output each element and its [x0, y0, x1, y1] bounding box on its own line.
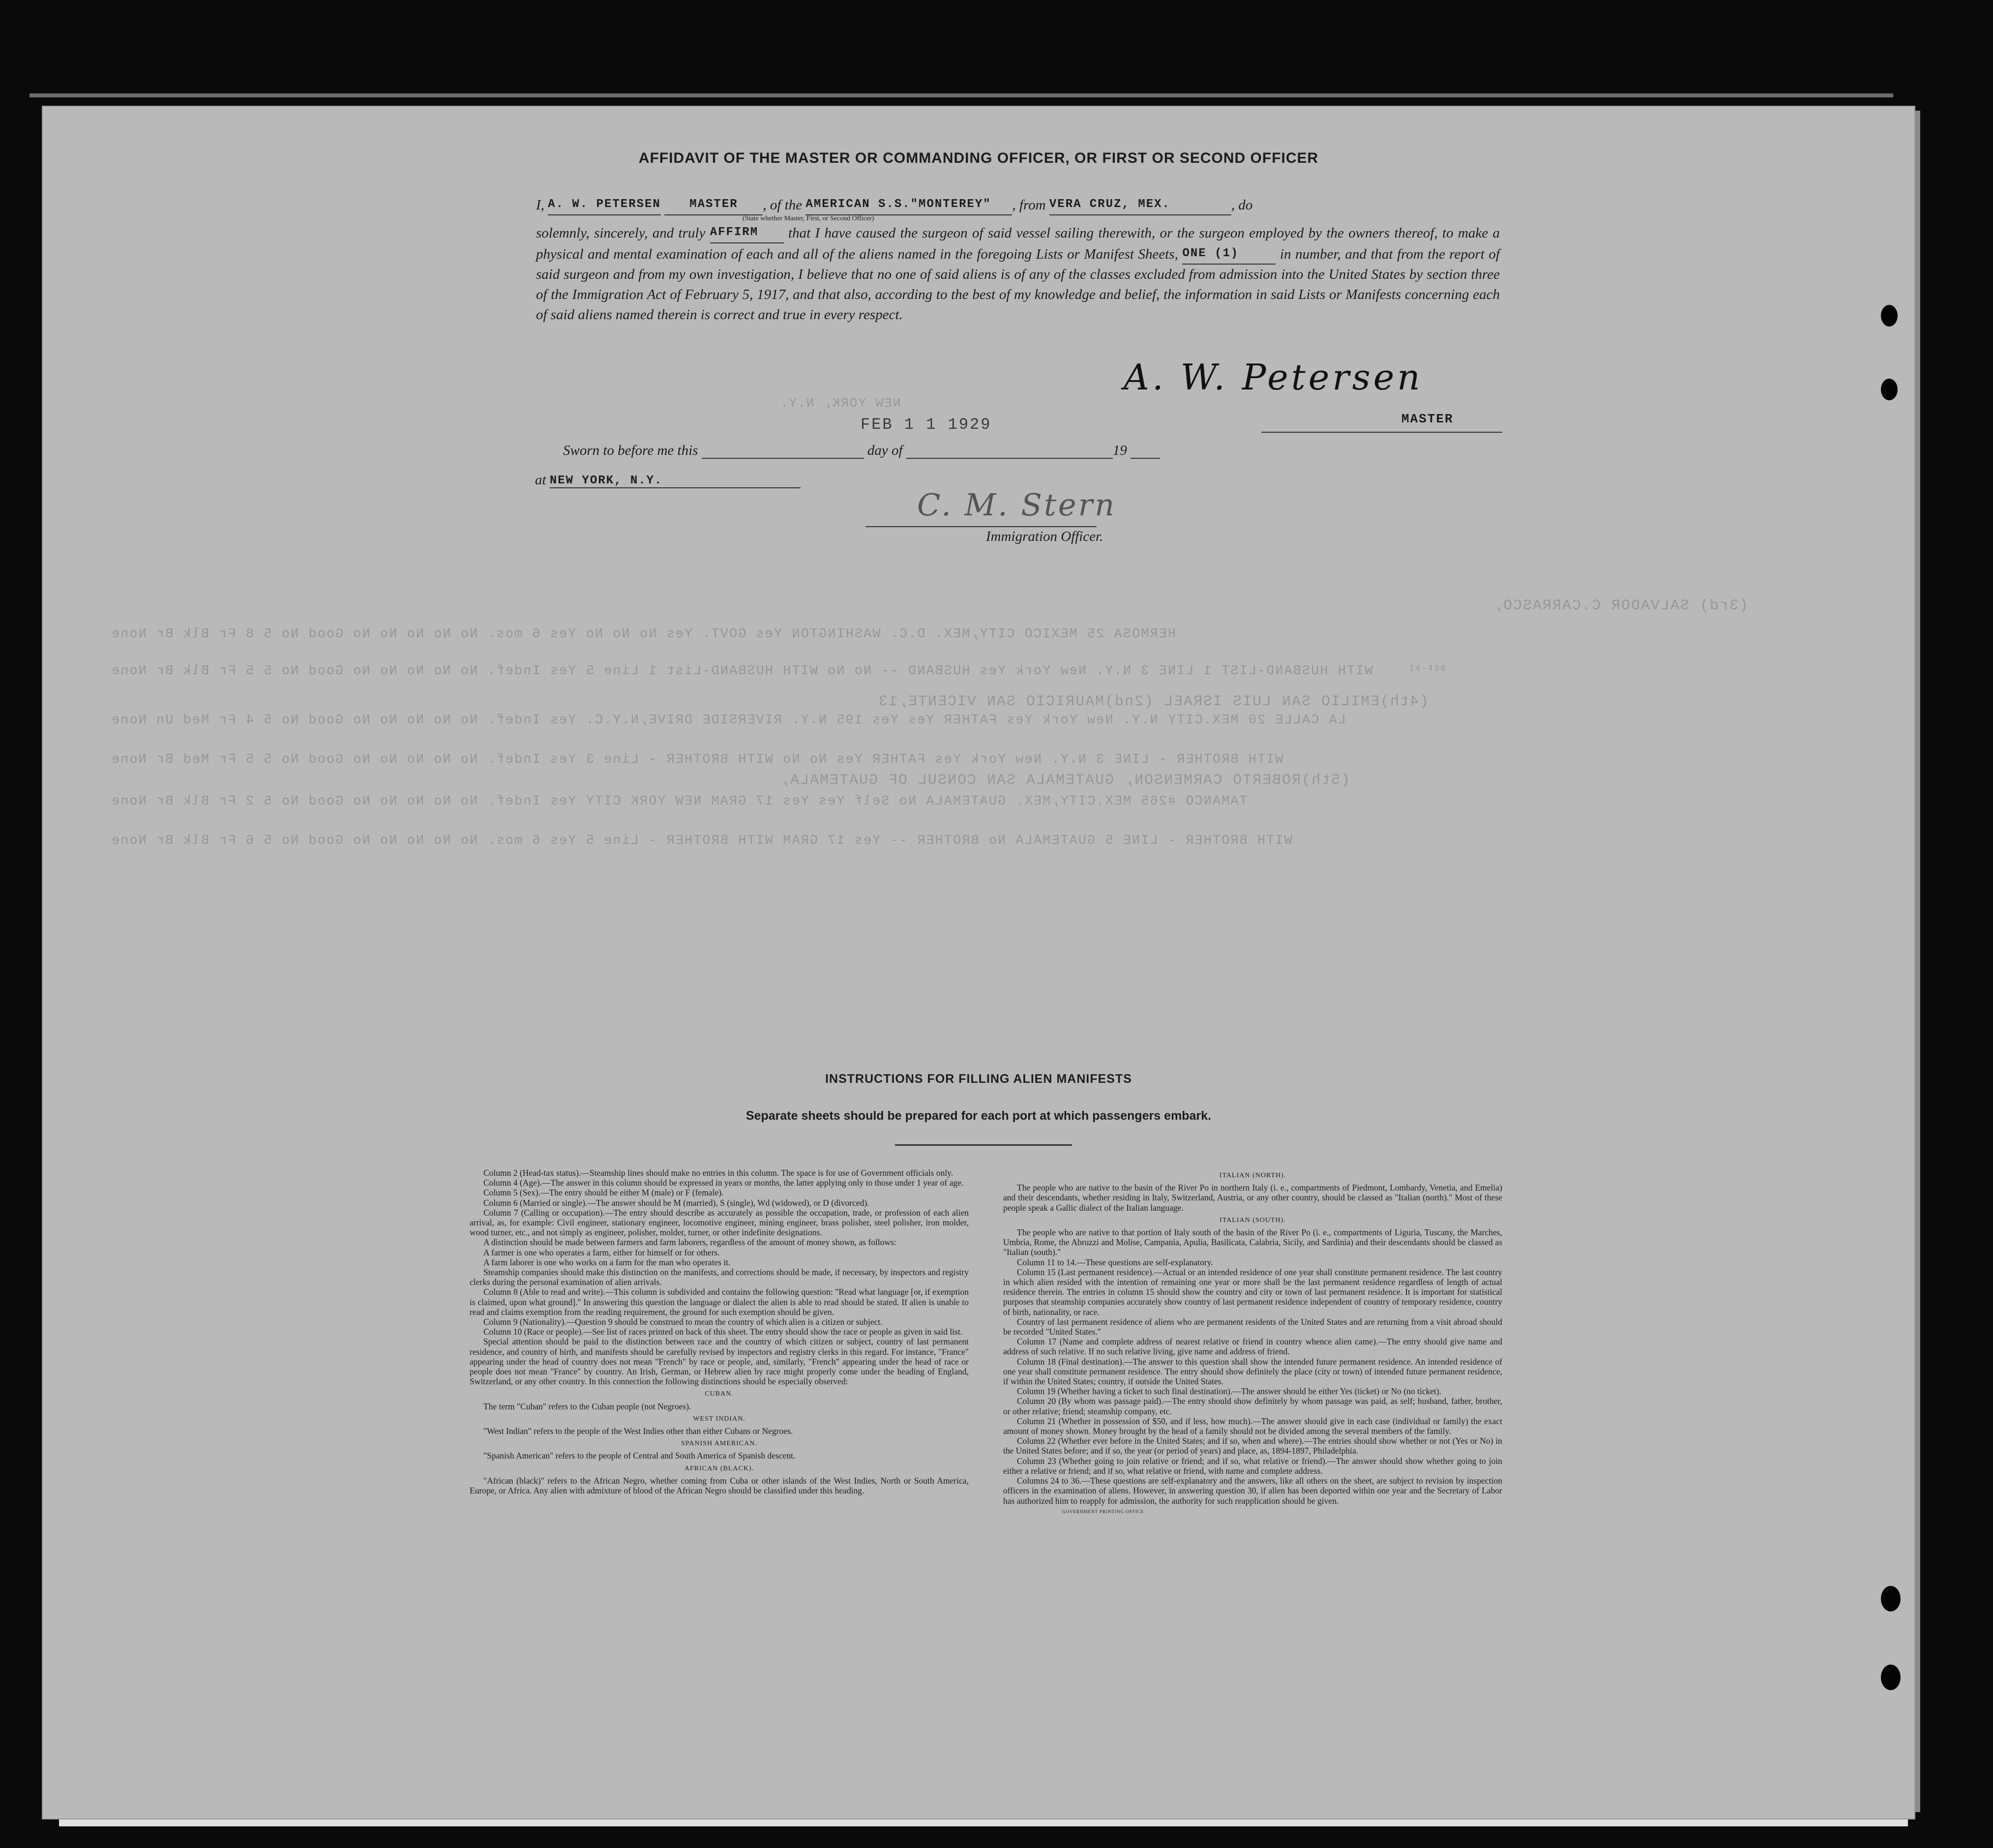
instruction-item: Column 23 (Whether going to join relative or friend; and if so, what relative or friend).—The answer should show whether going to join either a relative or friend; and if so, what relative or friend, with name and complete address. [1003, 1456, 1502, 1476]
instruction-item: Column 11 to 14.—These questions are self-explanatory. [1017, 1257, 1213, 1267]
master-signature: A. W. Petersen [1124, 357, 1423, 398]
at-line [535, 472, 801, 488]
heading-spanish-american: SPANISH AMERICAN. [681, 1440, 757, 1448]
instruction-item: Column 18 (Final destination).—The answer to this question shall show the intended future permanent residence. An intended residence of one year shall constitute permanent residence. The entry should show definitely the place (city or town) of intended future permanent residence, if within the United States; country, if outside the United States. [1003, 1356, 1502, 1387]
instruction-item: Column 10 (Race or people).—See list of races printed on back of this sheet. The entry should show the race or people as given in said list. [483, 1327, 963, 1337]
definition-cuban: The term "Cuban" refers to the Cuban people (not Negroes). [483, 1401, 691, 1411]
punch-hole [1881, 1665, 1901, 1690]
instructions-left-column [470, 1168, 969, 1495]
heading-african: AFRICAN (BLACK). [684, 1464, 754, 1472]
instruction-item: Column 2 (Head-tax status).—Steamship lines should make no entries in this column. The space is for use of Government officials only. [483, 1168, 953, 1178]
instruction-item: Column 21 (Whether in possession of $50, and if less, how much).—The answer should give in each case (individual or family) the exact amount of money shown. Money brought by the head of a family should not be divided among the several members of the family. [1003, 1416, 1502, 1436]
text-i: I, [536, 197, 544, 213]
definition-west-indian: "West Indian" refers to the people of the West Indies other than either Cubans or Negroes. [483, 1426, 793, 1436]
officer-line [865, 526, 1097, 527]
rank-caption: (State whether Master, First, or Second Officer) [743, 215, 874, 222]
punch-hole [1881, 305, 1898, 327]
instruction-item: Column 7 (Calling or occupation).—The entry should describe as accurately as possible the occupation, trade, or profession of each alien arrival, as, for example: Civil engineer, stationary engineer, locomotive engineer, mining engineer, brass polisher, steel polisher, iron molder, wood turner, etc., and not simply as engineer, polisher, molder, turner, or other indefinite designations. [470, 1207, 969, 1238]
at-text: at [535, 472, 546, 488]
master-rank: MASTER [664, 194, 763, 215]
instruction-item: Column 4 (Age).—The answer in this column should be expressed in years or months, the latter applying only to those under 1 year of age. [483, 1178, 964, 1188]
punch-hole [1881, 379, 1898, 400]
paper-edge-top [30, 93, 1893, 97]
instruction-item: Column 20 (By whom was passage paid).—The entry should show definitely by whom passage was paid, as self; husband, father, brother, or other relative; friend; steamship company, etc. [1003, 1396, 1502, 1416]
ghost-line: (3rd) SALVADOR C.CARRASCO, [1492, 597, 1749, 614]
heading-west-indian: WEST INDIAN. [693, 1415, 745, 1423]
text-body-1: that I have caused the surgeon of said vessel sailing therewith, or the surgeon employed by the owners thereof, to make a physical and mental examination of each and all of the aliens named in the foregoing Lists or Manifest Sheets, [536, 225, 1500, 262]
master-name: A. W. PETERSEN [548, 194, 661, 215]
officer-label: Immigration Officer. [986, 529, 1103, 544]
ghost-line: WITH BROTHER - LINE 3 N.Y. New York Yes FATHER Yes No No WITH BROTHER - Line 3 Yes Indef. No No No No No Good No 5 5 Fr Med Br None [111, 752, 1283, 767]
instructions-subtitle: Separate sheets should be prepared for each port at which passengers embark. [745, 1109, 1212, 1123]
sworn-text: Sworn to before me this [563, 443, 698, 458]
officer-signature: C. M. Stern [917, 487, 1117, 523]
sworn-place: NEW YORK, N.Y. [550, 474, 801, 488]
ghost-line: WITH HUSBAND-LIST 1 LINE 3 N.Y. New York Yes HUSBAND -- No No WITH HUSBAND-List 1 Line 5 Yes Indef. No No No No No Good No 5 5 Fr Blk Br None [111, 664, 1373, 679]
definition-italian-north: The people who are native to the basin of the River Po in northern Italy (i. e., compartments of Piedmont, Lombardy, Venetia, and Emelia) and their descendants, whether residing in Italy, Switzerland, Austria, or any other country, should be classed as "Italian (north)." Most of these people speak a Gallic dialect of the Italian language. [1003, 1183, 1502, 1213]
instruction-item: Special attention should be paid to the distinction between race and the country of which citizen or subject, country of last permanent residence, and country of birth, and manifests should be carefully revised by inspectors and registry clerks in this regard. For instance, "France" appearing under the head of country does not mean "French" by race or people, and, similarly, "French" appearing under the head of race or people does not mean "France" by country. An Irish, German, or Hebrew alien by race might properly come under the heading of England, Switzerland, or any other country. In this connection the following distinctions should be especially observed: [470, 1337, 969, 1387]
instruction-item: Columns 24 to 36.—These questions are self-explanatory and the answers, like all others on the sheet, are subject to revision by inspection officers in the examination of aliens. However, in answering question 30, if alien has been deported within one year and the Secretary of Labor has authorized him to reapply for admission, the authority for such reapplication should be given. [1003, 1476, 1502, 1506]
signature-line [1261, 432, 1502, 433]
ghost-line: LA CALLE 20 MEX.CITY N.Y. New York Yes FATHER Yes Yes 195 N.Y. RIVERSIDE DRIVE,N.Y.C. Yes Indef. No No No No No Good No 5 4 Fr Med Un None [111, 713, 1346, 728]
paper-edge-right [1915, 111, 1920, 1812]
vessel-name: AMERICAN S.S."MONTEREY" [805, 194, 1012, 215]
instruction-item: Steamship companies should make this distinction on the manifests, and corrections should be made, if necessary, by inspectors and registry clerks during the personal examination of alien arrivals. [470, 1267, 969, 1287]
text-of-the: , of the [763, 197, 803, 213]
instruction-item: A distinction should be made between farmers and farm laborers, regardless of the amount of money shown, as follows: [483, 1237, 896, 1248]
affidavit-paragraph [536, 222, 1500, 325]
text-from: , from [1012, 197, 1046, 213]
ghost-number: 14-430 [1409, 664, 1447, 674]
affirm-word: AFFIRM [710, 222, 784, 243]
heading-cuban: CUBAN. [705, 1390, 734, 1398]
day-of-text: day of [867, 443, 903, 458]
instruction-item: Country of last permanent residence of aliens who are permanent residents of the United States and are returning from a visit abroad should be recorded "United States." [1003, 1316, 1502, 1337]
sworn-line [563, 443, 1160, 459]
instructions-right-column [1003, 1168, 1502, 1519]
sworn-month-blank [906, 458, 1113, 459]
instruction-item: Column 17 (Name and complete address of nearest relative or friend in country whence alien came).—The entry should give name and address of such relative. If no such relative living, give name and address of friend. [1003, 1337, 1502, 1357]
text-solemnly: solemnly, sincerely, and truly [536, 225, 706, 241]
printer-mark: GOVERNMENT PRINTING OFFICE [1062, 1509, 1144, 1514]
instruction-item: Column 22 (Whether ever before in the United States; and if so, when and where).—The entries should show whether or not (Yes or No) in the United States before; and if so, the year (or period of years) and place, as, 1894-1897, Philadelphia. [1003, 1436, 1502, 1456]
punch-hole [1881, 1586, 1901, 1611]
instruction-item: Column 5 (Sex).—The entry should be either M (male) or F (female). [483, 1188, 724, 1198]
instructions-rule [895, 1144, 1072, 1146]
instruction-item: Column 19 (Whether having a ticket to such final destination).—The answer should be either Yes (ticket) or No (no ticket). [1017, 1386, 1442, 1397]
definition-african: "African (black)" refers to the African Negro, whether coming from Cuba or other islands of the West Indies, North or South America, Europe, or Africa. Any alien with admixture of blood of the African Negro should be classified under this heading. [470, 1475, 969, 1496]
text-body-2: in number, and that from the report of said surgeon and from my own investigation, I believe that no one of said aliens is of any of the classes excluded from admission into the United States by section three of the Immigration Act of February 5, 1917, and that also, according to the best of my knowledge and belief, the information in said Lists or Manifests concerning each of said aliens named therein is correct and true in every respect. [536, 246, 1500, 323]
instruction-item: Column 6 (Married or single).—The answer should be M (married), S (single), Wd (widowed), or D (divorced). [483, 1197, 869, 1208]
sworn-day-blank [702, 458, 864, 459]
instruction-item: Column 15 (Last permanent residence).—Actual or an intended residence of one year shall constitute permanent residence. The last country in which alien resided with the intention of remaining one year or more shall be the last permanent residence regardless of length of actual residence therein. The entries in column 15 should show the country and city or town of last permanent residence. It is important for statistical purposes that steamship companies accurately show country of last permanent residence independent of country of temporary residence, country of birth, nationality, or race. [1003, 1267, 1502, 1317]
affidavit-title: AFFIDAVIT OF THE MASTER OR COMMANDING OFFICER, OR FIRST OR SECOND OFFICER [638, 150, 1319, 166]
signature-title: MASTER [1401, 412, 1454, 426]
text-do: , do [1231, 197, 1253, 213]
sheet-count: ONE (1) [1182, 243, 1276, 265]
affidavit-line-1 [536, 194, 1500, 215]
departure-port: VERA CRUZ, MEX. [1049, 194, 1231, 215]
ghost-line: (4th)EMILIO SAN LUIS ISRAEL (2nd)MAURICIO SAN VICENTE,13 [878, 693, 1429, 710]
instructions-title: INSTRUCTIONS FOR FILLING ALIEN MANIFESTS [825, 1072, 1132, 1086]
sworn-year-blank [1130, 458, 1160, 459]
year-prefix: 19 [1112, 443, 1127, 458]
instruction-item: A farmer is one who operates a farm, either for himself or for others. [483, 1247, 720, 1257]
ghost-line: (5th)ROBERTO CARMENSON, GUATEMALA SAN CONSUL OF GUATEMALA, [779, 772, 1350, 789]
ghost-line: TAMANCO #265 MEX.CITY,MEX. GUATEMALA No Self Yes Yes 17 GRAM NEW YORK CITY Yes Indef. No No No No No Good No 5 2 Fr Blk Br None [111, 794, 1248, 809]
ghost-line: HERMOSA 25 MEXICO CITY,MEX. D.C. WASHINGTON Yes GOVT. Yes No No No Yes 6 mos. No No No No No Good No 5 8 Fr Blk Br None [111, 627, 1176, 642]
definition-italian-south: The people who are native to that portion of Italy south of the basin of the River Po (i. e., compartments of Liguria, Tuscany, the Marches, Umbria, Rome, the Abruzzi and Molise, Campania, Apulia, Basilicata, Calabria, Sicily, and Sardinia) and their descendants should be classed as "Italian (south)." [1003, 1227, 1502, 1257]
manifest-sheet [42, 106, 1915, 1819]
ghost-line: WITH BROTHER - LINE 5 GUATEMALA No BROTHER -- Yes 17 GRAM WITH BROTHER - Line 5 Yes 6 mos. No No No No No Good No 5 6 Fr Blk Br None [111, 834, 1292, 848]
ghost-header: NEW YORK, N.Y. [779, 396, 901, 411]
instruction-item: Column 8 (Able to read and write).—This column is subdivided and contains the following question: "Read what language [or, if exemption is claimed, upon what ground]." In answering this question the language or dialect the alien is able to read should be stated. If alien is unable to read and claims exemption from the reading requirement, the ground for such exemption should be given. [470, 1287, 969, 1317]
heading-italian-north: ITALIAN (NORTH). [1219, 1172, 1286, 1179]
paper-edge-bottom [59, 1819, 1908, 1826]
date-stamp: FEB 1 1 1929 [861, 416, 992, 434]
definition-spanish-american: "Spanish American" refers to the people of Central and South America of Spanish descent. [483, 1451, 796, 1461]
heading-italian-south: ITALIAN (SOUTH). [1220, 1216, 1286, 1224]
instruction-item: A farm laborer is one who works on a farm for the man who operates it. [483, 1257, 731, 1267]
instruction-item: Column 9 (Nationality).—Question 9 should be construed to mean the country of which alien is a citizen or subject. [483, 1317, 883, 1327]
affidavit-body [536, 194, 1500, 325]
